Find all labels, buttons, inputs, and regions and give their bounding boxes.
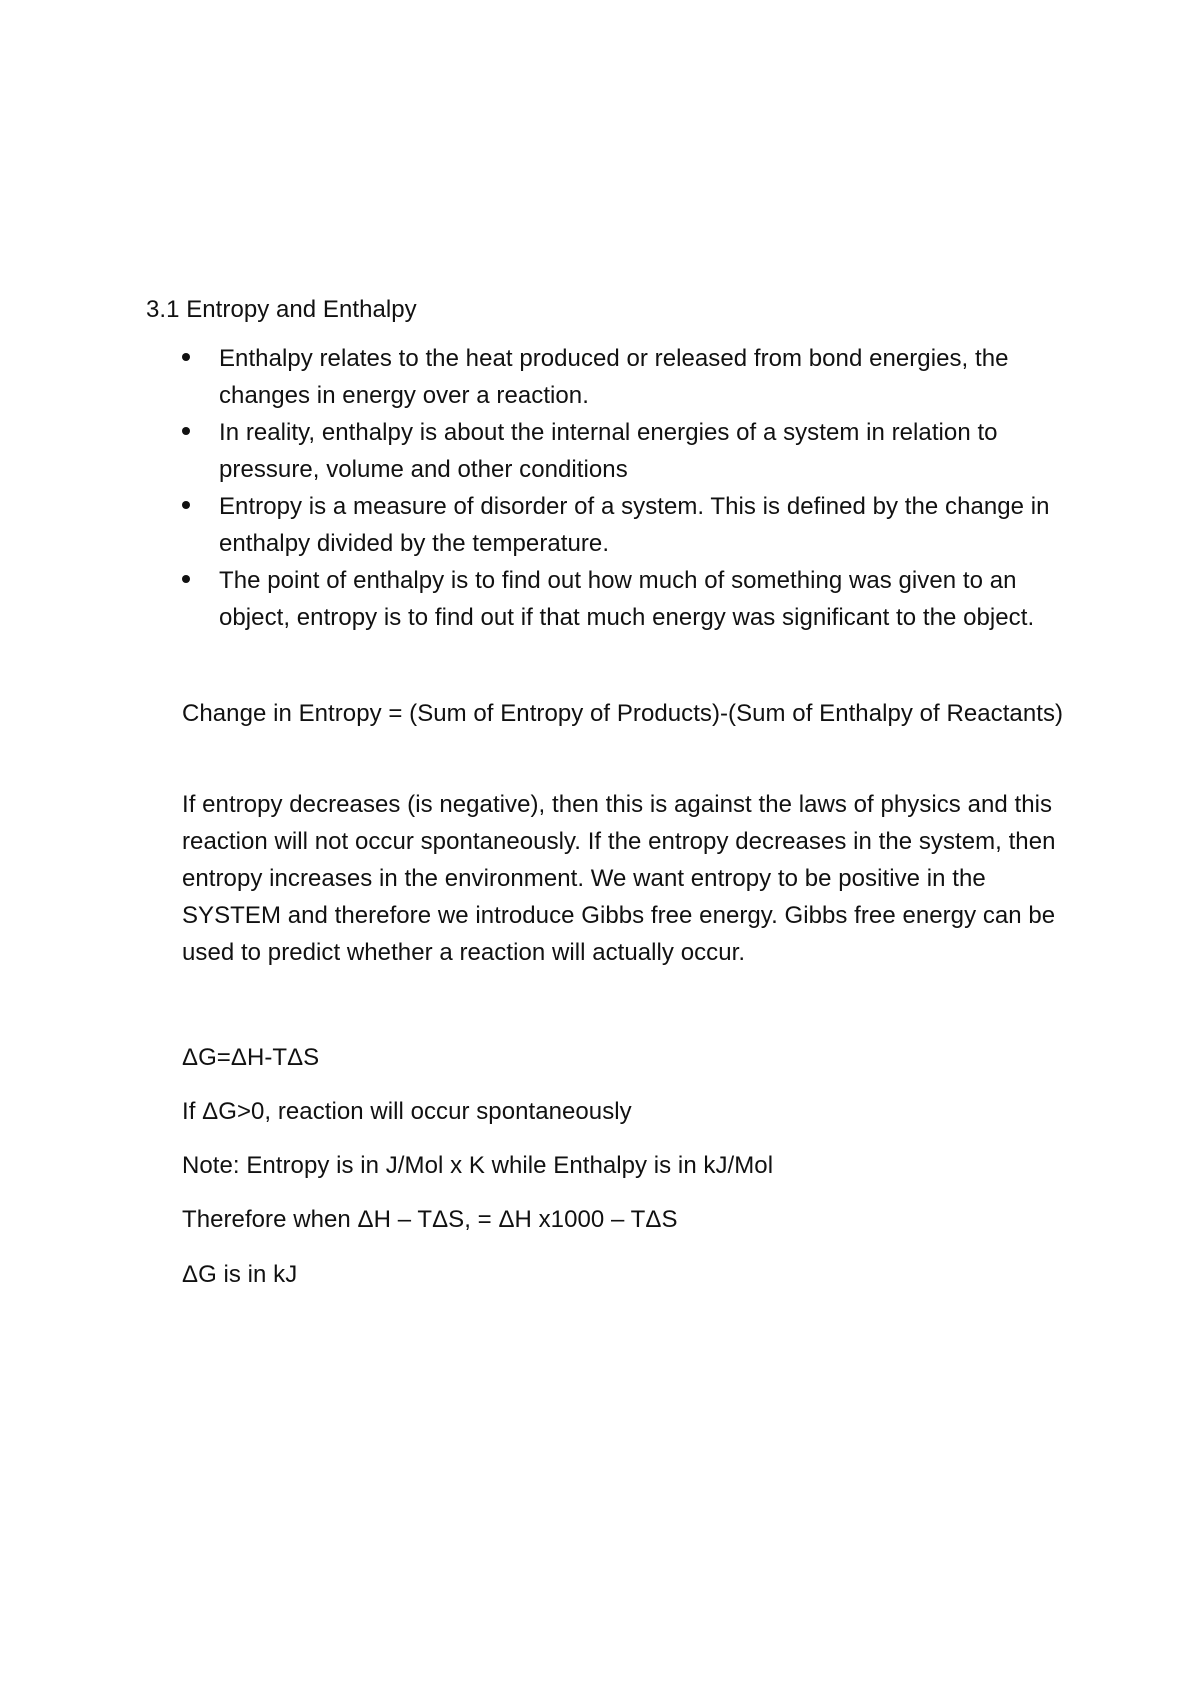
- gibbs-unit-line: ΔG is in kJ: [182, 1261, 298, 1288]
- bullet-text: Entropy is a measure of disorder of a system. This is defined by the change in enthalpy divided by the temperature.: [219, 493, 1050, 557]
- bullet-item-enthalpy-definition: [182, 340, 1082, 414]
- bullet-icon: [182, 353, 190, 361]
- bullet-icon: [182, 501, 190, 509]
- section-heading: 3.1 Entropy and Enthalpy: [146, 296, 417, 323]
- bullet-item-point-of-enthalpy: [182, 562, 1082, 636]
- spontaneity-condition: If ΔG>0, reaction will occur spontaneously: [182, 1098, 632, 1125]
- bullet-icon: [182, 575, 190, 583]
- bullet-text: In reality, enthalpy is about the internal energies of a system in relation to pressure, volume and other conditions: [219, 419, 998, 483]
- bullet-text: The point of enthalpy is to find out how much of something was given to an object, entropy is to find out if that much energy was significant to the object.: [219, 567, 1035, 631]
- bullet-icon: [182, 427, 190, 435]
- units-note: Note: Entropy is in J/Mol x K while Enthalpy is in kJ/Mol: [182, 1152, 774, 1179]
- change-in-entropy-equation: Change in Entropy = (Sum of Entropy of Products)-(Sum of Enthalpy of Reactants): [182, 700, 1064, 727]
- bullet-item-enthalpy-reality: [182, 414, 1082, 488]
- gibbs-formula: ΔG=ΔH-TΔS: [182, 1044, 320, 1071]
- bullet-text: Enthalpy relates to the heat produced or released from bond energies, the changes in energy over a reaction.: [219, 345, 1009, 409]
- conversion-line: Therefore when ΔH – TΔS, = ΔH x1000 – TΔS: [182, 1206, 678, 1233]
- bullet-item-entropy-definition: [182, 488, 1082, 562]
- bullet-list: [182, 340, 1082, 636]
- entropy-paragraph: If entropy decreases (is negative), then this is against the laws of physics and this reaction will not occur spontaneously. If the entropy decreases in the system, then entropy increases in the environment. We want entropy to be positive in the SYSTEM and therefore we introduce Gibbs free energy. Gibbs free energy can be used to predict whether a reaction will actually occur.: [182, 791, 1056, 966]
